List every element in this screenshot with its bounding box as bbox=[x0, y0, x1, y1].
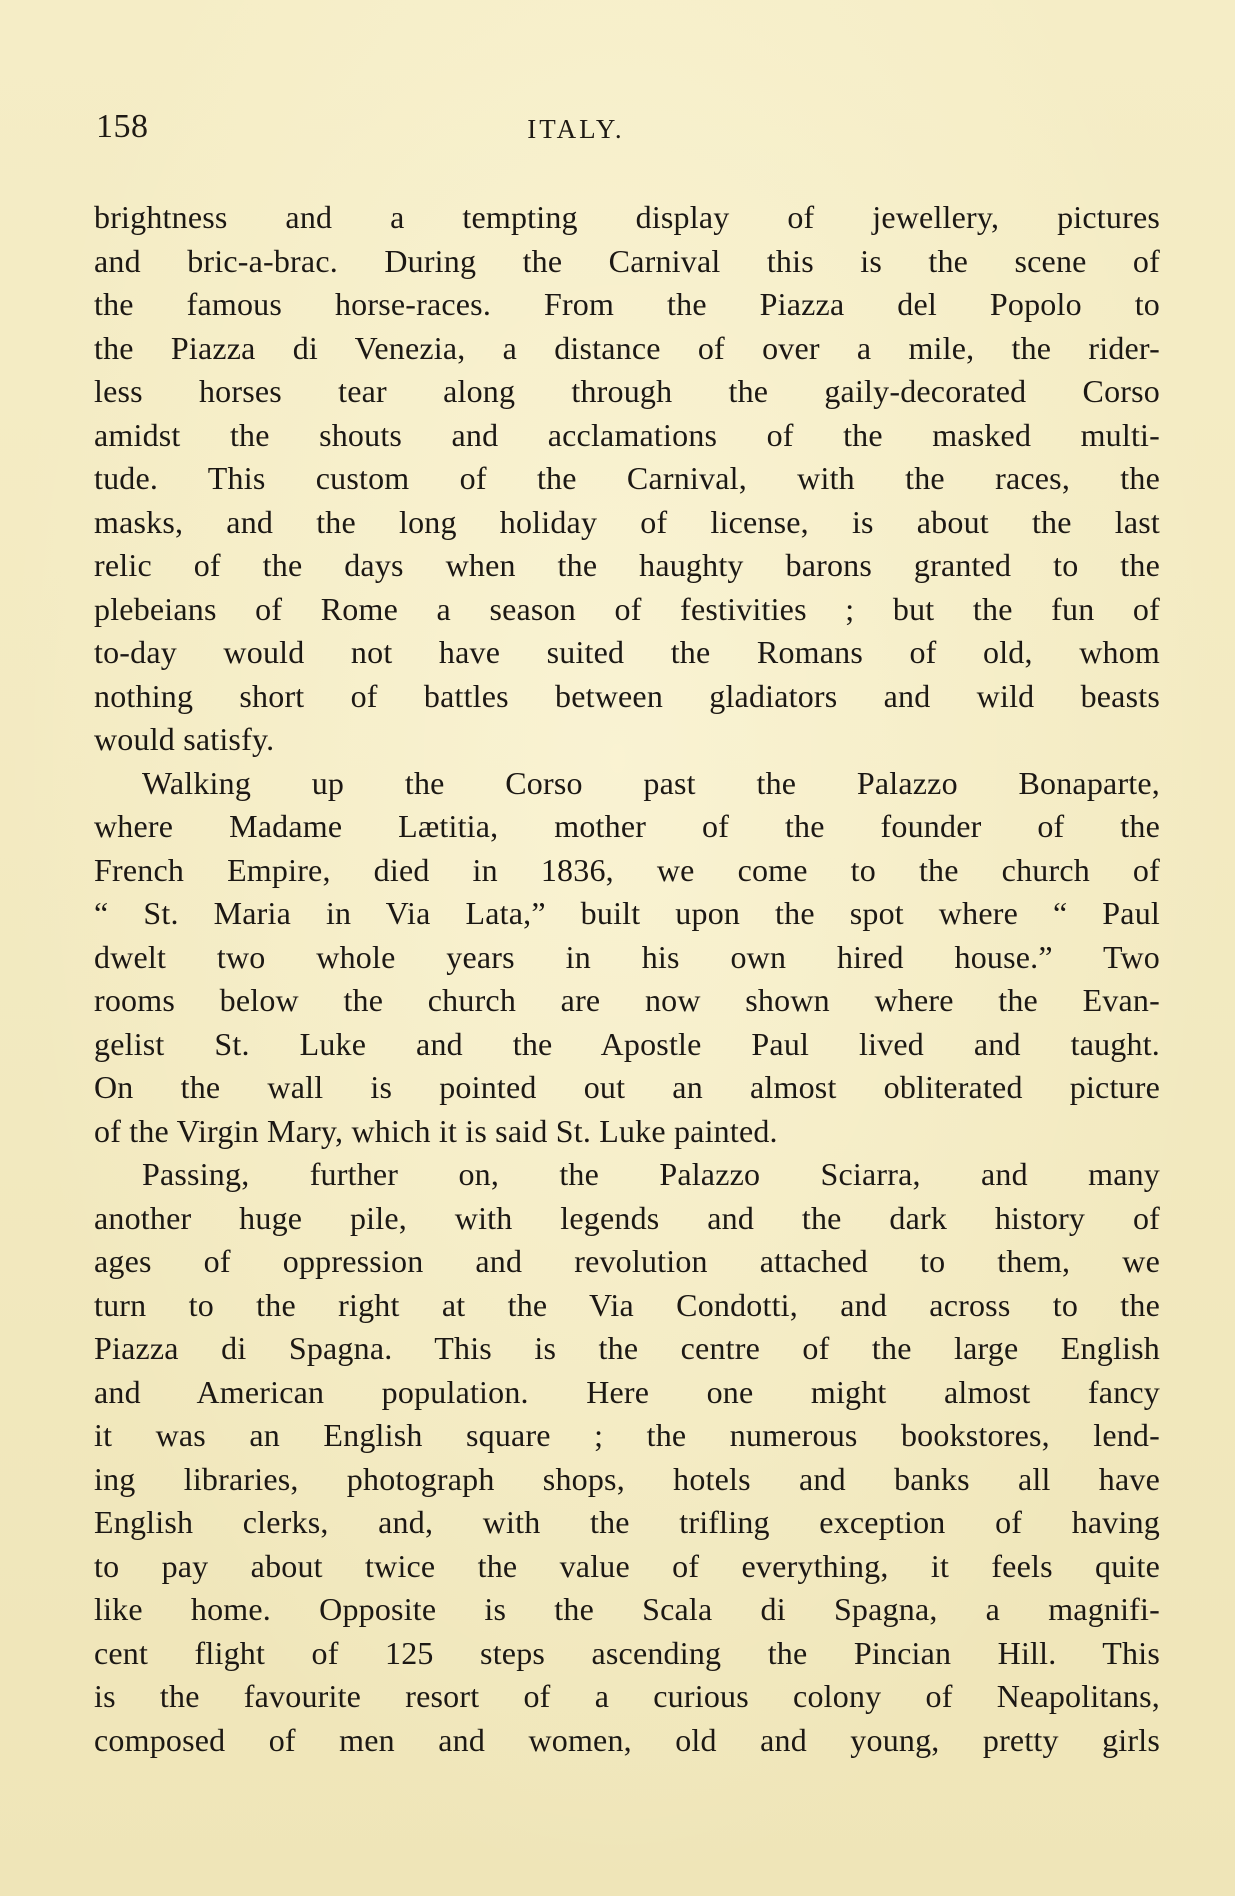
page-number: 158 bbox=[96, 108, 149, 145]
text-line: the famous horse-races. From the Piazza del Popolo to bbox=[94, 286, 1160, 322]
text-line: where Madame Lætitia, mother of the founder of the bbox=[94, 808, 1160, 844]
text-line: amidst the shouts and acclamations of the masked multi- bbox=[94, 416, 1160, 453]
text-line: is the favourite resort of a curious colony of Neapolitans, bbox=[94, 1678, 1160, 1714]
running-head: ITALY. bbox=[527, 114, 625, 144]
text-line: composed of men and women, old and young, pretty girls bbox=[94, 1721, 1160, 1758]
text-line: dwelt two whole years in his own hired house.” Two bbox=[94, 938, 1160, 975]
text-line: it was an English square ; the numerous bookstores, lend- bbox=[94, 1417, 1160, 1453]
paragraph-start: Passing, further on, the Palazzo Sciarra, and many bbox=[142, 1156, 1160, 1192]
body-text bbox=[94, 196, 1160, 1762]
text-line: would satisfy. bbox=[94, 721, 275, 757]
text-line: gelist St. Luke and the Apostle Paul lived and taught. bbox=[94, 1025, 1160, 1062]
text-line: to-day would not have suited the Romans of old, whom bbox=[94, 634, 1160, 670]
text-line: and American population. Here one might almost fancy bbox=[94, 1373, 1160, 1410]
text-line: to pay about twice the value of everything, it feels quite bbox=[94, 1547, 1160, 1584]
text-line: like home. Opposite is the Scala di Spagna, a magnifi- bbox=[94, 1591, 1160, 1627]
text-line: less horses tear along through the gaily-decorated Corso bbox=[94, 373, 1160, 409]
text-line: another huge pile, with legends and the dark history of bbox=[94, 1199, 1160, 1236]
text-line: brightness and a tempting display of jewellery, pictures bbox=[94, 199, 1160, 235]
text-line: English clerks, and, with the trifling exception of having bbox=[94, 1504, 1160, 1540]
text-line: Piazza di Spagna. This is the centre of the large English bbox=[94, 1330, 1160, 1366]
text-line: cent flight of 125 steps ascending the Pincian Hill. This bbox=[94, 1634, 1160, 1671]
paragraph-start: Walking up the Corso past the Palazzo Bonaparte, bbox=[142, 764, 1160, 801]
text-line: nothing short of battles between gladiators and wild beasts bbox=[94, 677, 1160, 714]
text-line: “ St. Maria in Via Lata,” built upon the spot where “ Paul bbox=[94, 895, 1160, 931]
text-line: turn to the right at the Via Condotti, and across to the bbox=[94, 1286, 1160, 1323]
text-line: masks, and the long holiday of license, is about the last bbox=[94, 503, 1160, 540]
text-line: of the Virgin Mary, which it is said St. Luke painted. bbox=[94, 1112, 778, 1149]
text-line: the Piazza di Venezia, a distance of over a mile, the rider- bbox=[94, 329, 1160, 366]
text-line: ing libraries, photograph shops, hotels and banks all have bbox=[94, 1460, 1160, 1497]
text-line: relic of the days when the haughty barons granted to the bbox=[94, 547, 1160, 583]
text-line: On the wall is pointed out an almost obliterated picture bbox=[94, 1069, 1160, 1105]
page-header bbox=[96, 108, 1156, 152]
text-line: French Empire, died in 1836, we come to the church of bbox=[94, 851, 1160, 888]
text-line: and bric-a-brac. During the Carnival this is the scene of bbox=[94, 242, 1160, 279]
text-line: rooms below the church are now shown where the Evan- bbox=[94, 982, 1160, 1018]
text-line: ages of oppression and revolution attached to them, we bbox=[94, 1243, 1160, 1279]
text-line: tude. This custom of the Carnival, with the races, the bbox=[94, 460, 1160, 496]
text-line: plebeians of Rome a season of festivities ; but the fun of bbox=[94, 590, 1160, 627]
